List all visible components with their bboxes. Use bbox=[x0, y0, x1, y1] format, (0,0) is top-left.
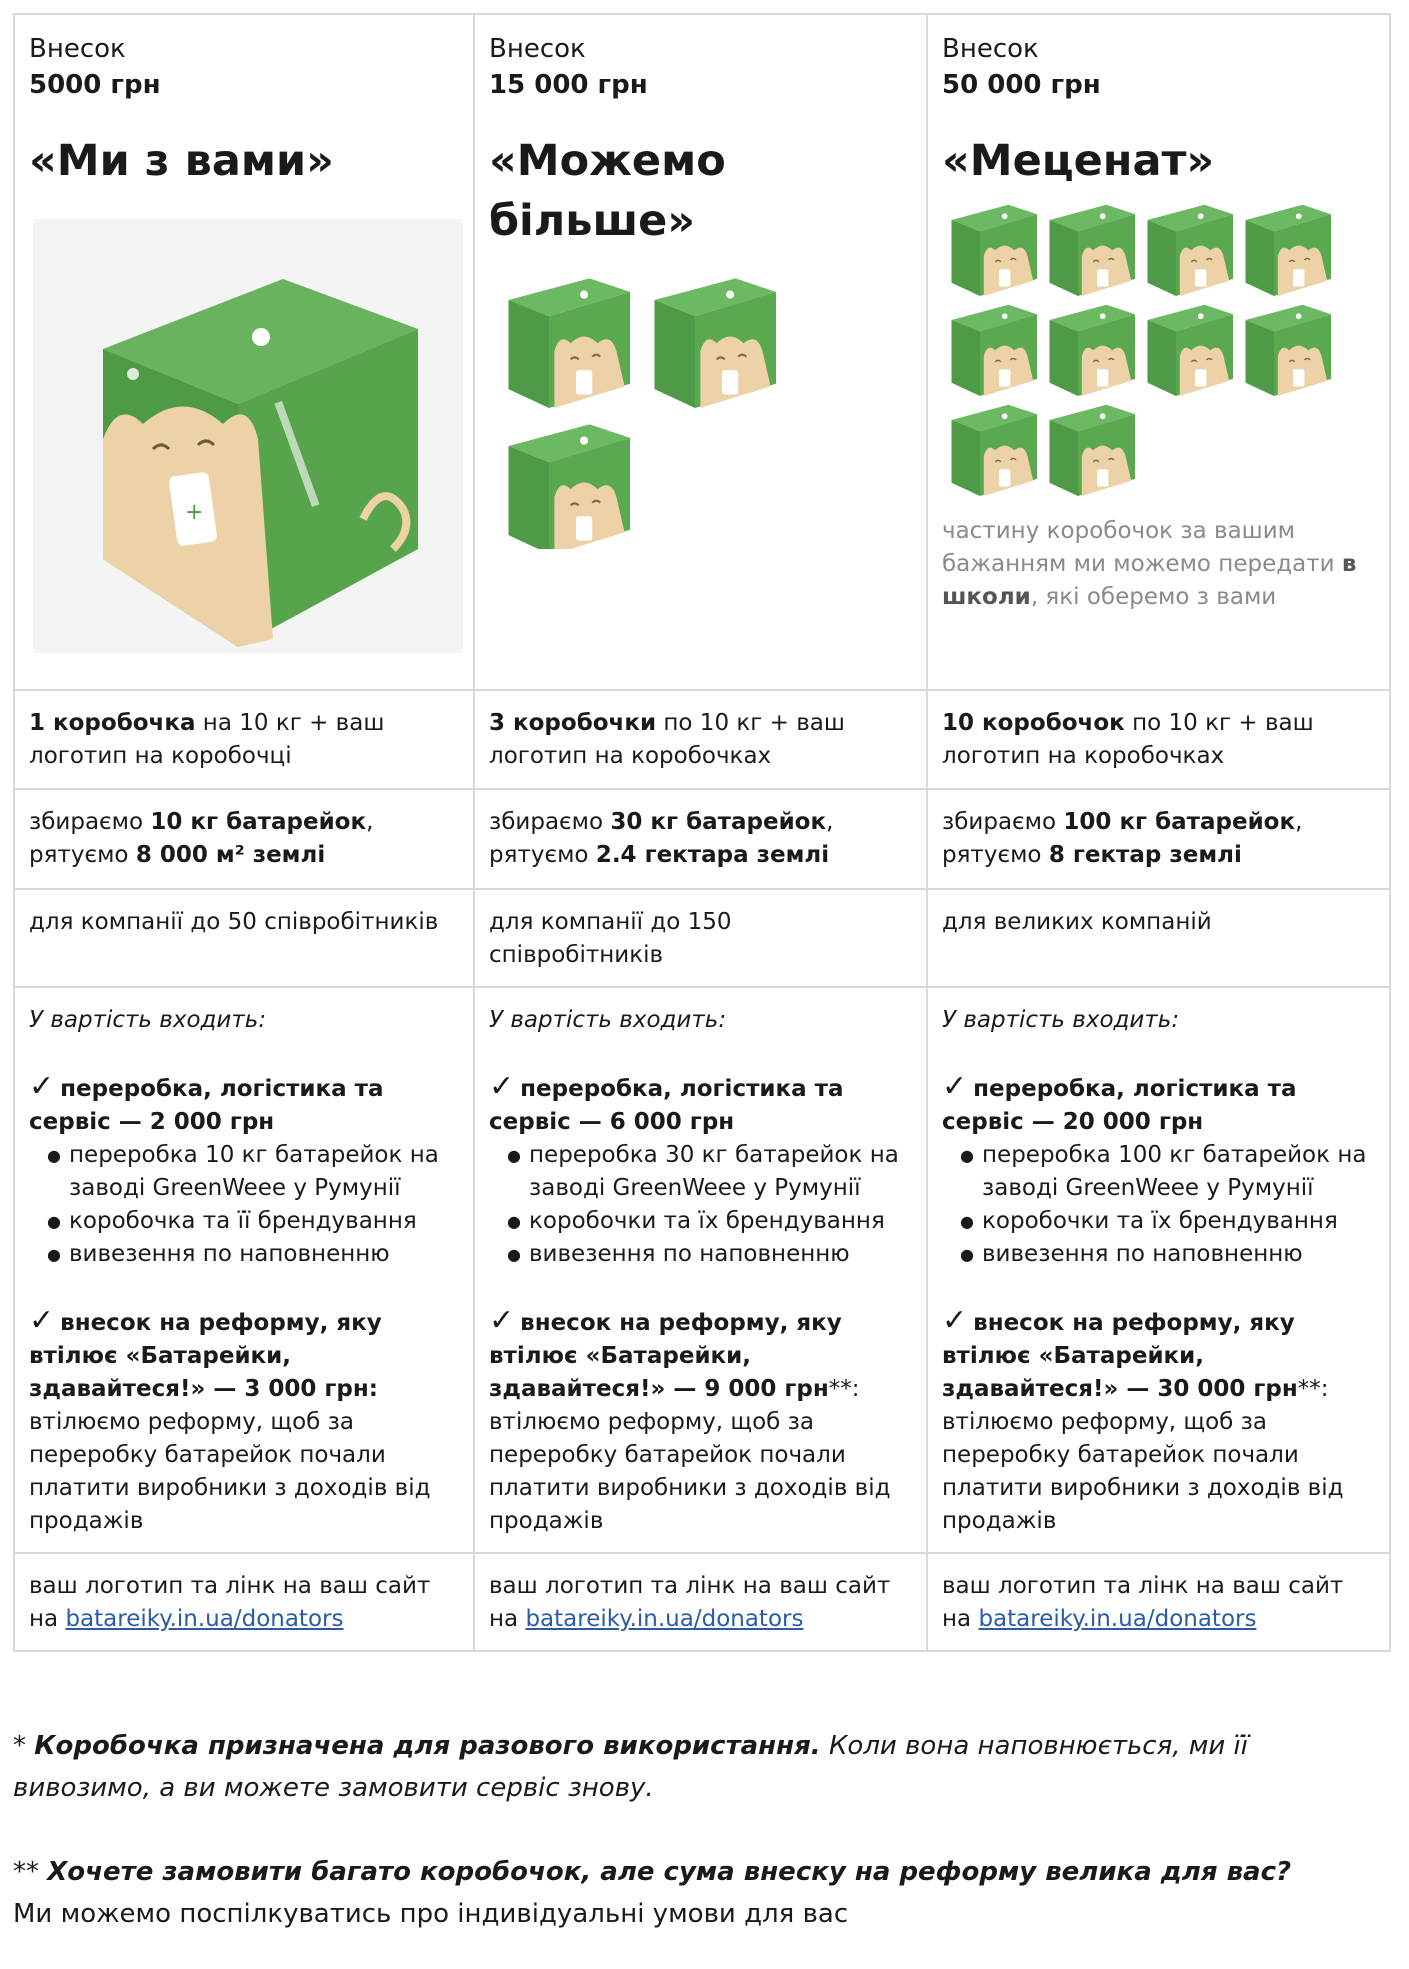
audience-cell: для великих компаній bbox=[927, 889, 1390, 987]
includes-cell bbox=[14, 987, 474, 1553]
plans-table bbox=[13, 13, 1391, 1652]
check-icon: ✓ bbox=[29, 1069, 55, 1104]
cat-box-images bbox=[491, 269, 911, 549]
collect-cell: збираємо 10 кг батарейок, рятуємо 8 000 м² землі bbox=[14, 789, 474, 889]
schools-note: частину коробочок за вашим бажанням ми можемо передати в школи, які оберемо з вами bbox=[942, 518, 1357, 610]
box-images bbox=[491, 269, 911, 549]
list-item: ● переробка 10 кг батарейок на заводі GreenWeee у Румунії bbox=[69, 1139, 459, 1205]
contribution-amount: 50 000 грн bbox=[942, 70, 1101, 100]
list-item: ● вивезення по наповненню bbox=[982, 1238, 1375, 1271]
boxes-row bbox=[14, 690, 1390, 789]
service-title: ✓ переробка, логістика та сервіс — 20 000 грн bbox=[942, 1069, 1297, 1135]
svg-text:+: + bbox=[185, 500, 204, 525]
collect-cell: збираємо 100 кг батарейок, рятуємо 8 гектар землі bbox=[927, 789, 1390, 889]
footnote-individual-terms: Ми можемо поспілкуватись про індивідуальні умови для вас bbox=[13, 1899, 849, 1929]
service-title: ✓ переробка, логістика та сервіс — 2 000 грн bbox=[29, 1069, 384, 1135]
collect-row bbox=[14, 789, 1390, 889]
includes-row bbox=[14, 987, 1390, 1553]
contribution-amount: 15 000 грн bbox=[489, 70, 648, 100]
includes-label: У вартість входить: bbox=[489, 1007, 727, 1033]
list-item: ● переробка 30 кг батарейок на заводі GreenWeee у Румунії bbox=[529, 1139, 912, 1205]
logo-cell: ваш логотип та лінк на ваш сайт на batareiky.in.ua/donators bbox=[927, 1553, 1390, 1651]
footnotes bbox=[13, 1725, 1393, 1935]
list-item: ● вивезення по наповненню bbox=[69, 1238, 459, 1271]
check-icon: ✓ bbox=[29, 1303, 55, 1338]
list-item: ● переробка 100 кг батарейок на заводі GreenWeee у Румунії bbox=[982, 1139, 1375, 1205]
service-title: ✓ переробка, логістика та сервіс — 6 000 грн bbox=[489, 1069, 844, 1135]
reform-title: ✓ внесок на реформу, яку втілює «Батарейки, здавайтеся!» — 9 000 грн**: bbox=[489, 1303, 860, 1402]
plan-header-row bbox=[14, 14, 1390, 690]
cat-box-image bbox=[33, 219, 463, 653]
donators-link[interactable]: batareiky.in.ua/donators bbox=[978, 1606, 1257, 1632]
plans-sheet bbox=[13, 13, 1389, 1652]
contribution-label: Внесок bbox=[489, 34, 586, 64]
list-item: ● коробочки та їх брендування bbox=[529, 1205, 912, 1238]
check-icon: ✓ bbox=[489, 1069, 515, 1104]
includes-cell bbox=[927, 987, 1390, 1553]
collect-cell: збираємо 30 кг батарейок, рятуємо 2.4 гектара землі bbox=[474, 789, 927, 889]
plan-header-cell bbox=[927, 14, 1390, 690]
check-icon: ✓ bbox=[942, 1303, 968, 1338]
boxes-cell: 3 коробочки по 10 кг + ваш логотип на коробочках bbox=[474, 690, 927, 789]
service-items bbox=[942, 1139, 1375, 1271]
check-icon: ✓ bbox=[489, 1303, 515, 1338]
reform-title: ✓ внесок на реформу, яку втілює «Батарейки, здавайтеся!» — 3 000 грн: bbox=[29, 1303, 382, 1402]
reform-text: втілюємо реформу, щоб за переробку батарейок почали платити виробники з доходів від продажів bbox=[489, 1409, 891, 1534]
cat-box-images bbox=[942, 201, 1362, 501]
includes-label: У вартість входить: bbox=[29, 1007, 267, 1033]
includes-cell bbox=[474, 987, 927, 1553]
logo-row bbox=[14, 1553, 1390, 1651]
donators-link[interactable]: batareiky.in.ua/donators bbox=[65, 1606, 344, 1632]
audience-cell: для компанії до 150 співробітників bbox=[474, 889, 927, 987]
box-image bbox=[33, 219, 459, 653]
plan-title: «Меценат» bbox=[942, 136, 1215, 186]
check-icon: ✓ bbox=[942, 1069, 968, 1104]
audience-cell: для компанії до 50 співробітників bbox=[14, 889, 474, 987]
plan-header-cell bbox=[474, 14, 927, 690]
service-items bbox=[489, 1139, 912, 1271]
list-item: ● вивезення по наповненню bbox=[529, 1238, 912, 1271]
contribution-label: Внесок bbox=[942, 34, 1039, 64]
includes-label: У вартість входить: bbox=[942, 1007, 1180, 1033]
logo-cell: ваш логотип та лінк на ваш сайт на batareiky.in.ua/donators bbox=[14, 1553, 474, 1651]
plan-title: «Можемо більше» bbox=[489, 136, 726, 246]
boxes-cell: 10 коробочок по 10 кг + ваш логотип на коробочках bbox=[927, 690, 1390, 789]
list-item: ● коробочки та їх брендування bbox=[982, 1205, 1375, 1238]
service-items bbox=[29, 1139, 459, 1271]
reform-text: втілюємо реформу, щоб за переробку батарейок почали платити виробники з доходів від продажів bbox=[942, 1409, 1344, 1534]
contribution-label: Внесок bbox=[29, 34, 126, 64]
logo-cell: ваш логотип та лінк на ваш сайт на batareiky.in.ua/donators bbox=[474, 1553, 927, 1651]
contribution-amount: 5000 грн bbox=[29, 70, 161, 100]
reform-text: втілюємо реформу, щоб за переробку батарейок почали платити виробники з доходів від продажів bbox=[29, 1409, 431, 1534]
plan-header-cell bbox=[14, 14, 474, 690]
boxes-cell: 1 коробочка на 10 кг + ваш логотип на коробочці bbox=[14, 690, 474, 789]
box-images bbox=[942, 201, 1375, 501]
donators-link[interactable]: batareiky.in.ua/donators bbox=[525, 1606, 804, 1632]
plan-title: «Ми з вами» bbox=[29, 136, 334, 186]
footnote-single-use: * Коробочка призначена для разового використання. Коли вона наповнюється, ми її вивозимо, а ви можете замовити сервіс знову. bbox=[13, 1731, 1248, 1803]
reform-title: ✓ внесок на реформу, яку втілює «Батарейки, здавайтеся!» — 30 000 грн**: bbox=[942, 1303, 1329, 1402]
audience-row bbox=[14, 889, 1390, 987]
list-item: ● коробочка та її брендування bbox=[69, 1205, 459, 1238]
footnote-many-boxes: ** Хочете замовити багато коробочок, але сума внеску на реформу велика для вас? bbox=[13, 1857, 1292, 1887]
